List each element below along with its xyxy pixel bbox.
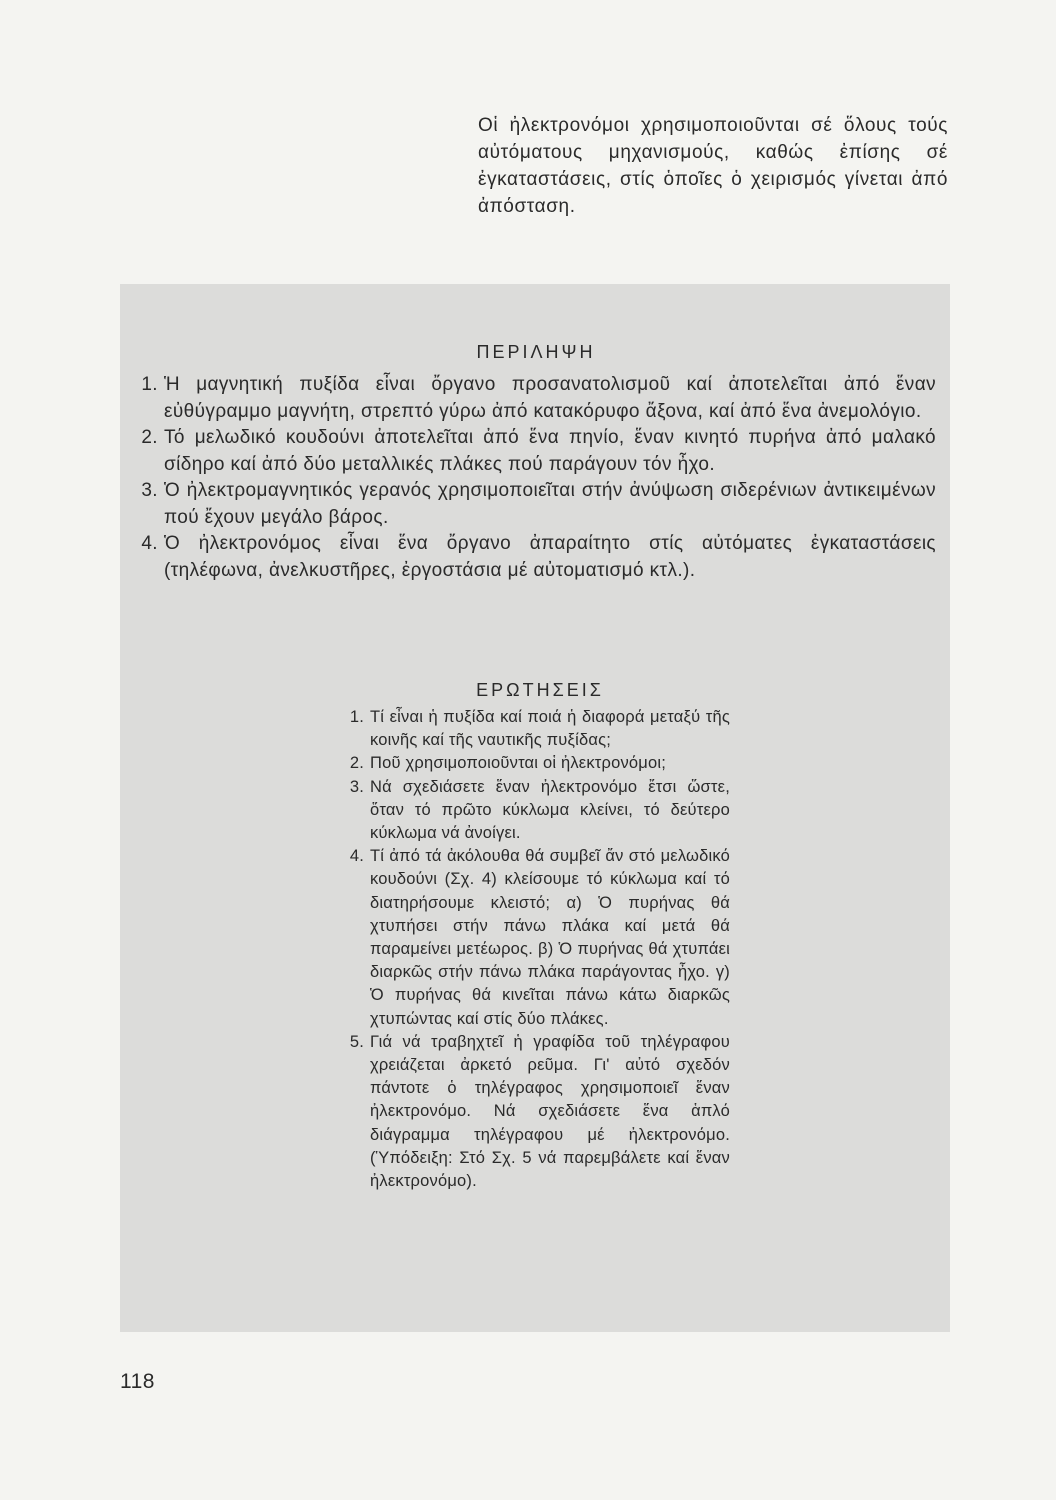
item-text: Ἡ μαγνητική πυξίδα εἶναι ὄργανο προσανατολισμοῦ καί ἀποτελεῖται ἀπό ἕναν εὐθύγραμμο μαγνήτη, στρεπτό γύρω ἀπό κατακόρυφο ἄξονα, καί ἀπό ἕνα ἀνεμολόγιο. [164, 374, 936, 422]
question-item [334, 1031, 730, 1193]
summary-list [128, 372, 936, 584]
item-number: 3. [141, 480, 158, 501]
item-number: 4. [141, 533, 158, 554]
question-number: 3. [349, 777, 364, 796]
page-number: 118 [120, 1370, 155, 1393]
item-text: Ὁ ἠλεκτρονόμος εἶναι ἕνα ὄργανο ἀπαραίτητο στίς αὐτόματες ἐγκαταστάσεις (τηλέφωνα, ἀνελκυστῆρες, ἐργοστάσια μέ αὐτοματισμό κτλ.). [164, 533, 936, 581]
questions-list [334, 706, 730, 1193]
question-number: 2. [349, 754, 364, 773]
question-text: Γιά νά τραβηχτεῖ ἡ γραφίδα τοῦ τηλέγραφου χρειάζεται ἀρκετό ρεῦμα. Γι' αὐτό σχεδόν πάντοτε ὁ τηλέγραφος χρησιμοποιεῖ ἕναν ἠλεκτρονόμο. Νά σχεδιάσετε ἕνα ἁπλό διάγραμμα τηλέγραφου μέ ἠλεκτρονόμο. (Ὑπόδειξη: Στό Σχ. 5 νά παρεμβάλετε καί ἕναν ἠλεκτρονόμο). [370, 1032, 730, 1191]
question-item [334, 776, 730, 846]
question-number: 5. [349, 1032, 364, 1051]
questions-heading: ΕΡΩΤΗΣΕΙΣ [476, 680, 604, 700]
summary-heading: ΠΕΡΙΛΗΨΗ [476, 342, 596, 362]
question-number: 4. [349, 847, 364, 866]
summary-item [128, 372, 936, 425]
item-text: Τό μελωδικό κουδούνι ἀποτελεῖται ἀπό ἕνα πηνίο, ἕναν κινητό πυρήνα ἀπό μαλακό σίδηρο καί ἀπό δύο μεταλλικές πλάκες πού παράγουν τόν ἦχο. [164, 427, 936, 475]
item-text: Ὁ ἠλεκτρομαγνητικός γερανός χρησιμοποιεῖται στήν ἀνύψωση σιδερένιων ἀντικειμένων πού ἔχουν μεγάλο βάρος. [164, 480, 936, 528]
question-text: Ποῦ χρησιμοποιοῦνται οἱ ἠλεκτρονόμοι; [370, 754, 667, 773]
question-item [334, 752, 730, 775]
summary-item [128, 478, 936, 531]
question-item [334, 845, 730, 1031]
question-text: Τί εἶναι ἡ πυξίδα καί ποιά ἡ διαφορά μεταξύ τῆς κοινῆς καί τῆς ναυτικῆς πυξίδας; [370, 708, 730, 750]
intro-paragraph: Οἱ ἠλεκτρονόμοι χρησιμοποιοῦνται σέ ὅλους τούς αὐτόματους μηχανισμούς, καθώς ἐπίσης σέ ἐγκαταστάσεις, στίς ὁποῖες ὁ χειρισμός γίνεται ἀπό ἀπόσταση. [478, 115, 948, 217]
summary-item [128, 425, 936, 478]
summary-item [128, 531, 936, 584]
question-number: 1. [349, 708, 364, 726]
item-number: 1. [141, 374, 158, 395]
question-text: Νά σχεδιάσετε ἕναν ἠλεκτρονόμο ἔτσι ὥστε, ὅταν τό πρῶτο κύκλωμα κλείνει, τό δεύτερο κύκλωμα νά ἀνοίγει. [370, 777, 730, 843]
question-item [334, 706, 730, 752]
question-text: Τί ἀπό τά ἀκόλουθα θά συμβεῖ ἄν στό μελωδικό κουδούνι (Σχ. 4) κλείσουμε τό κύκλωμα καί τό διατηρήσουμε κλειστό; α) Ὁ πυρήνας θά χτυπήσει στήν πάνω πλάκα καί μετά θά παραμείνει μετέωρος. β) Ὁ πυρήνας θά χτυπάει διαρκῶς στήν πάνω πλάκα παράγοντας ἦχο. γ) Ὁ πυρήνας θά κινεῖται πάνω κάτω διαρκῶς χτυπώντας καί στίς δύο πλάκες. [370, 847, 730, 1028]
item-number: 2. [141, 427, 158, 448]
